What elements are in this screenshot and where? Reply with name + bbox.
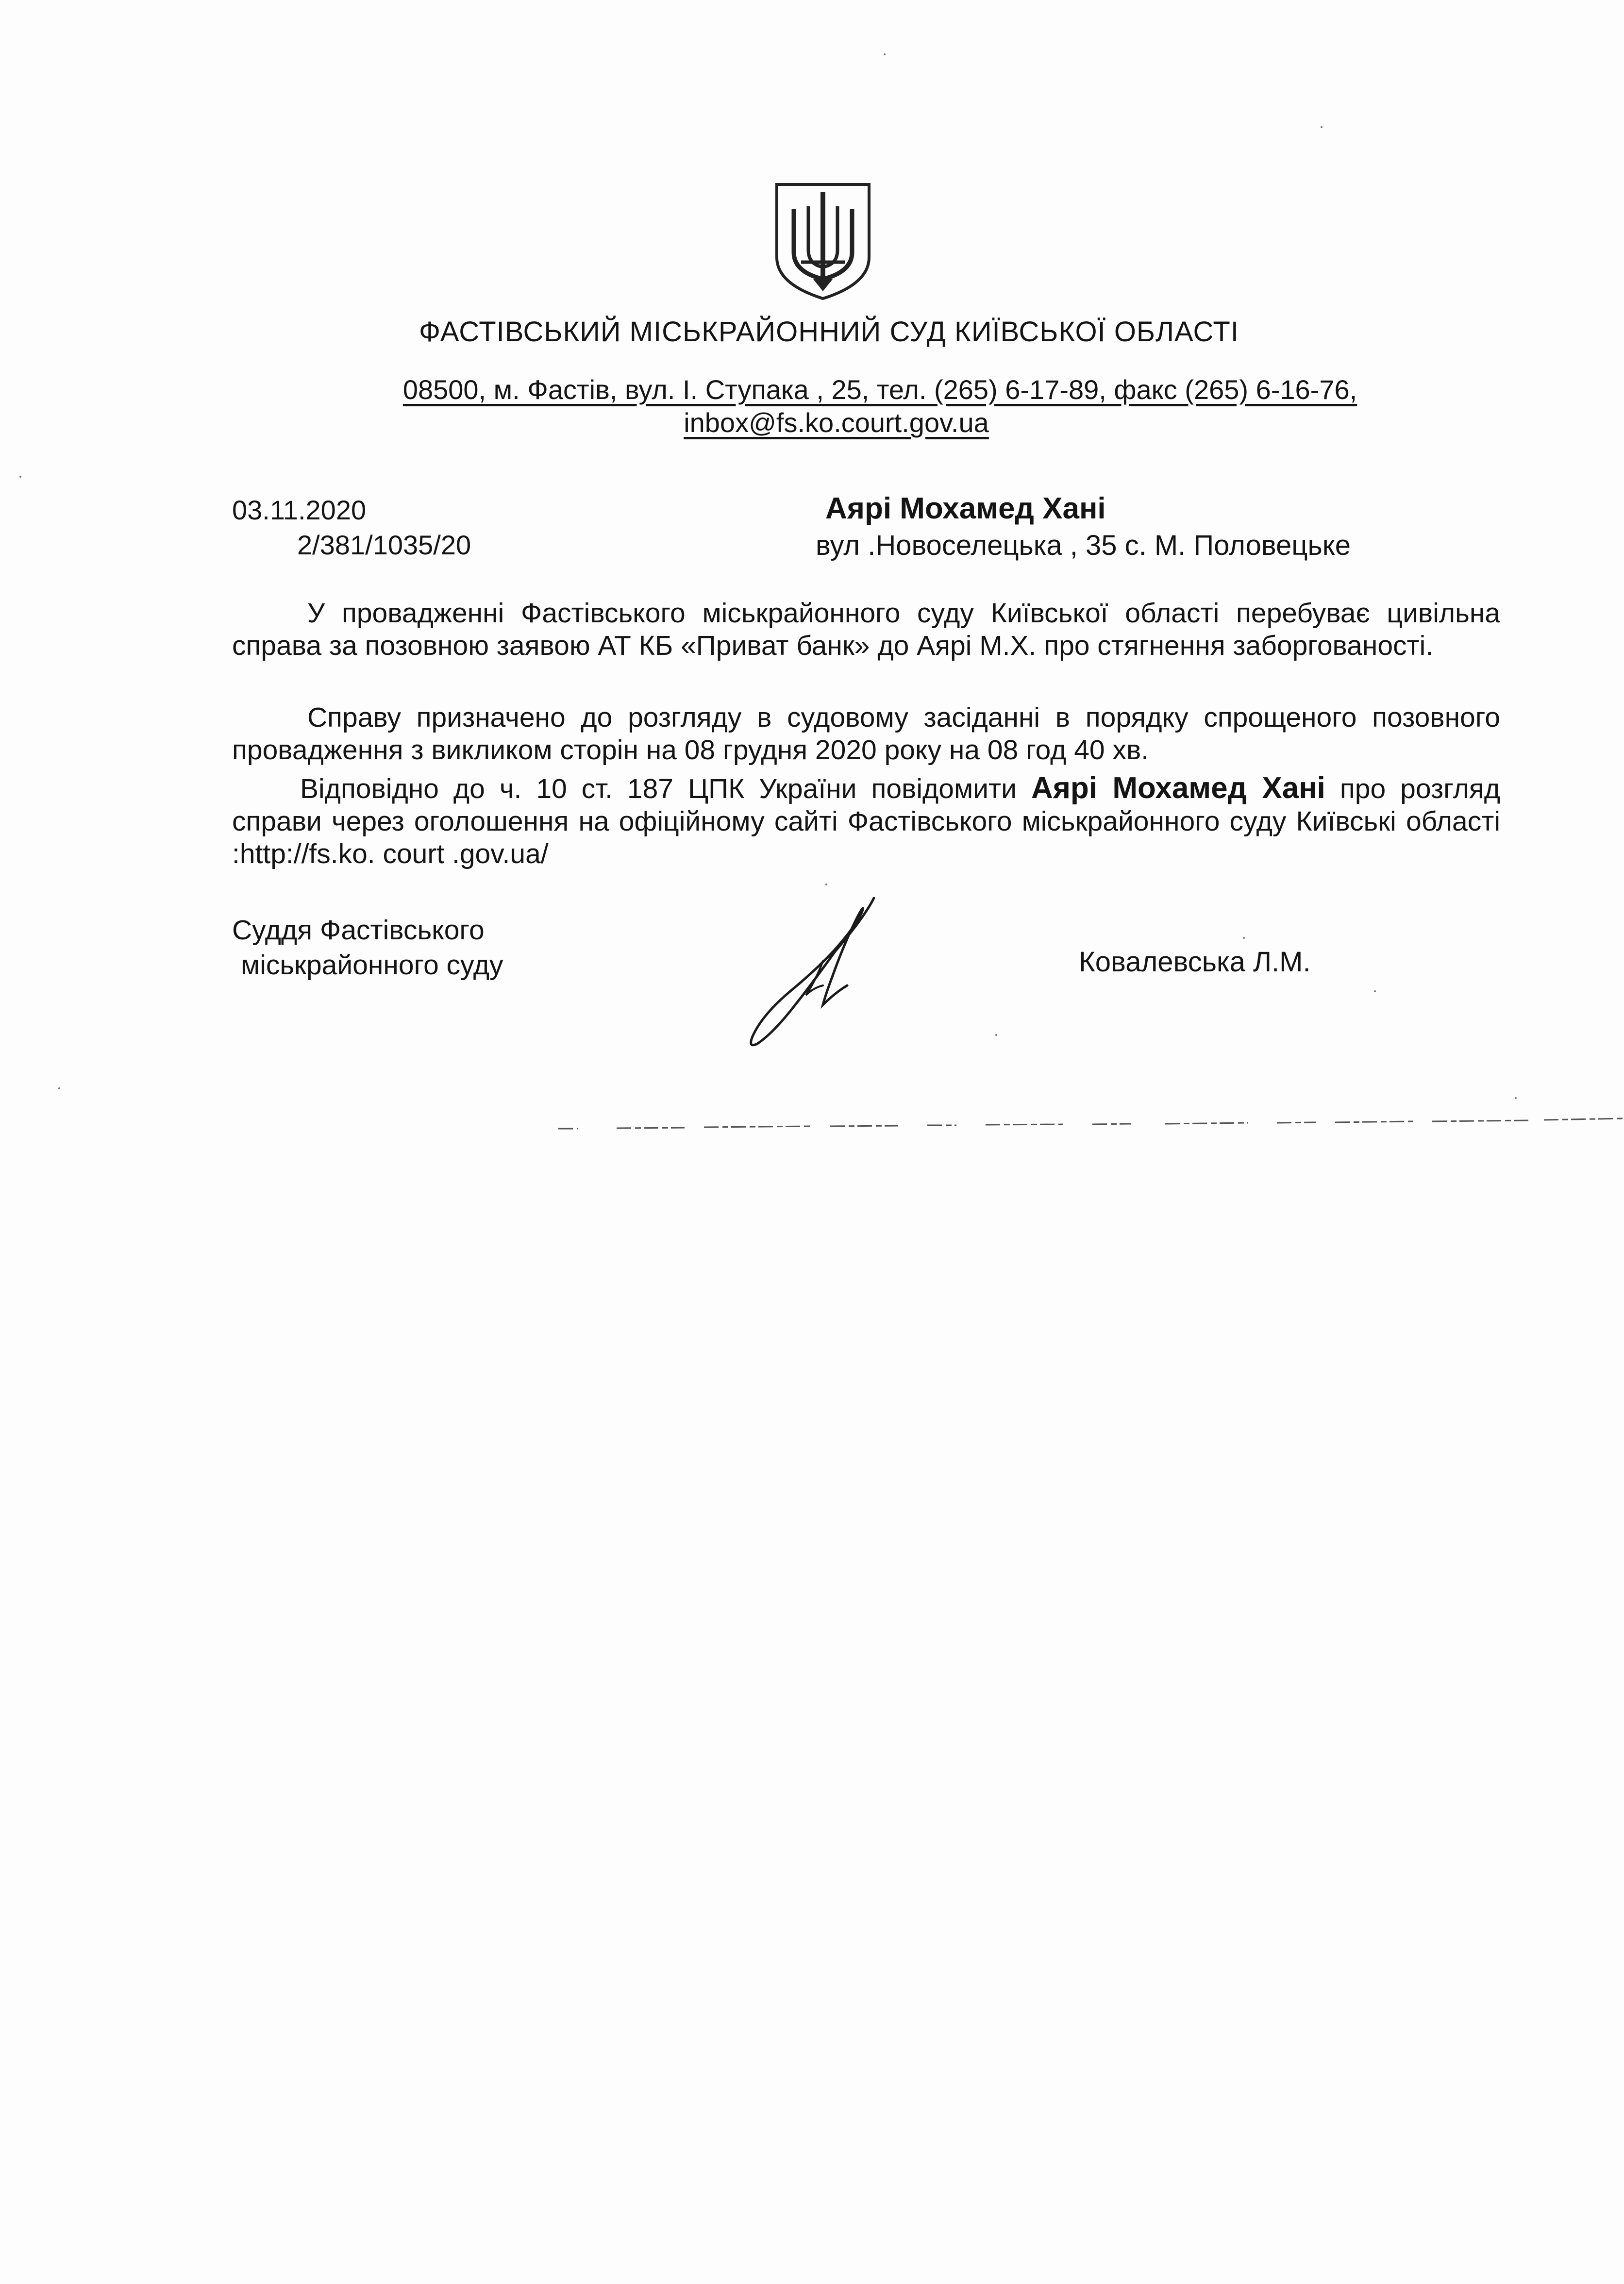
scan-speck — [1243, 937, 1245, 939]
scan-speck — [1515, 1097, 1517, 1099]
scan-speck — [58, 1087, 60, 1089]
scan-speck — [884, 53, 886, 55]
scan-speck — [1321, 126, 1323, 128]
scan-speck — [995, 1034, 997, 1036]
judge-title — [232, 913, 503, 983]
body-paragraph-1: У провадженні Фастівського міськрайонного суду Київської області перебуває цивільна справа за позовною заявою АТ КБ «Приват банк» до Аярі М.Х. про стягнення заборгованості. — [232, 598, 1500, 661]
body-paragraph-2: Справу призначено до розгляду в судовому засіданні в порядку спрощеного позовного провадження з викликом сторін на 08 грудня 2020 року на 08 год 40 хв. — [232, 702, 1500, 766]
scan-speck — [825, 884, 827, 885]
court-name-text: ФАСТІВСЬКИЙ МІСЬКРАЙОННИЙ СУД КИЇВСЬКОЇ ОБЛАСТІ — [419, 316, 1239, 348]
recipient-name: Аярі Мохамед Хані — [825, 492, 1106, 525]
scan-speck — [1374, 990, 1376, 992]
scan-speck — [19, 476, 21, 478]
judge-title-line2: міськрайонного суду — [241, 950, 503, 981]
body-paragraph-3 — [232, 772, 1500, 870]
court-email: inbox@fs.ko.court.gov.ua — [684, 407, 989, 438]
judge-title-line1: Суддя Фастівського — [232, 915, 485, 946]
p3-text-after: про розгляд справи через оголошення на офіційному сайті Фастівського міськрайонного суду Київські області :http://fs.ko. court .gov.ua/ — [232, 773, 1501, 869]
letter-date: 03.11.2020 — [232, 495, 367, 525]
court-name — [0, 316, 1624, 348]
handwritten-signature — [738, 888, 884, 1049]
judge-name: Ковалевська Л.М. — [1079, 946, 1311, 978]
scan-artifact-line — [558, 1117, 1624, 1136]
recipient-address: вул .Новоселецька , 35 с. М. Половецьке — [816, 530, 1351, 561]
p3-text-before: Відповідно до ч. 10 ст. 187 ЦПК України повідомити — [300, 773, 1031, 804]
case-reference: 2/381/1035/20 — [297, 530, 471, 560]
coat-of-arms-emblem — [772, 180, 874, 301]
p3-recipient-name: Аярі Мохамед Хані — [1031, 771, 1325, 805]
court-address: 08500, м. Фастів, вул. І. Ступака , 25, тел. (265) 6-17-89, факс (265) 6-16-76, — [402, 374, 1357, 405]
